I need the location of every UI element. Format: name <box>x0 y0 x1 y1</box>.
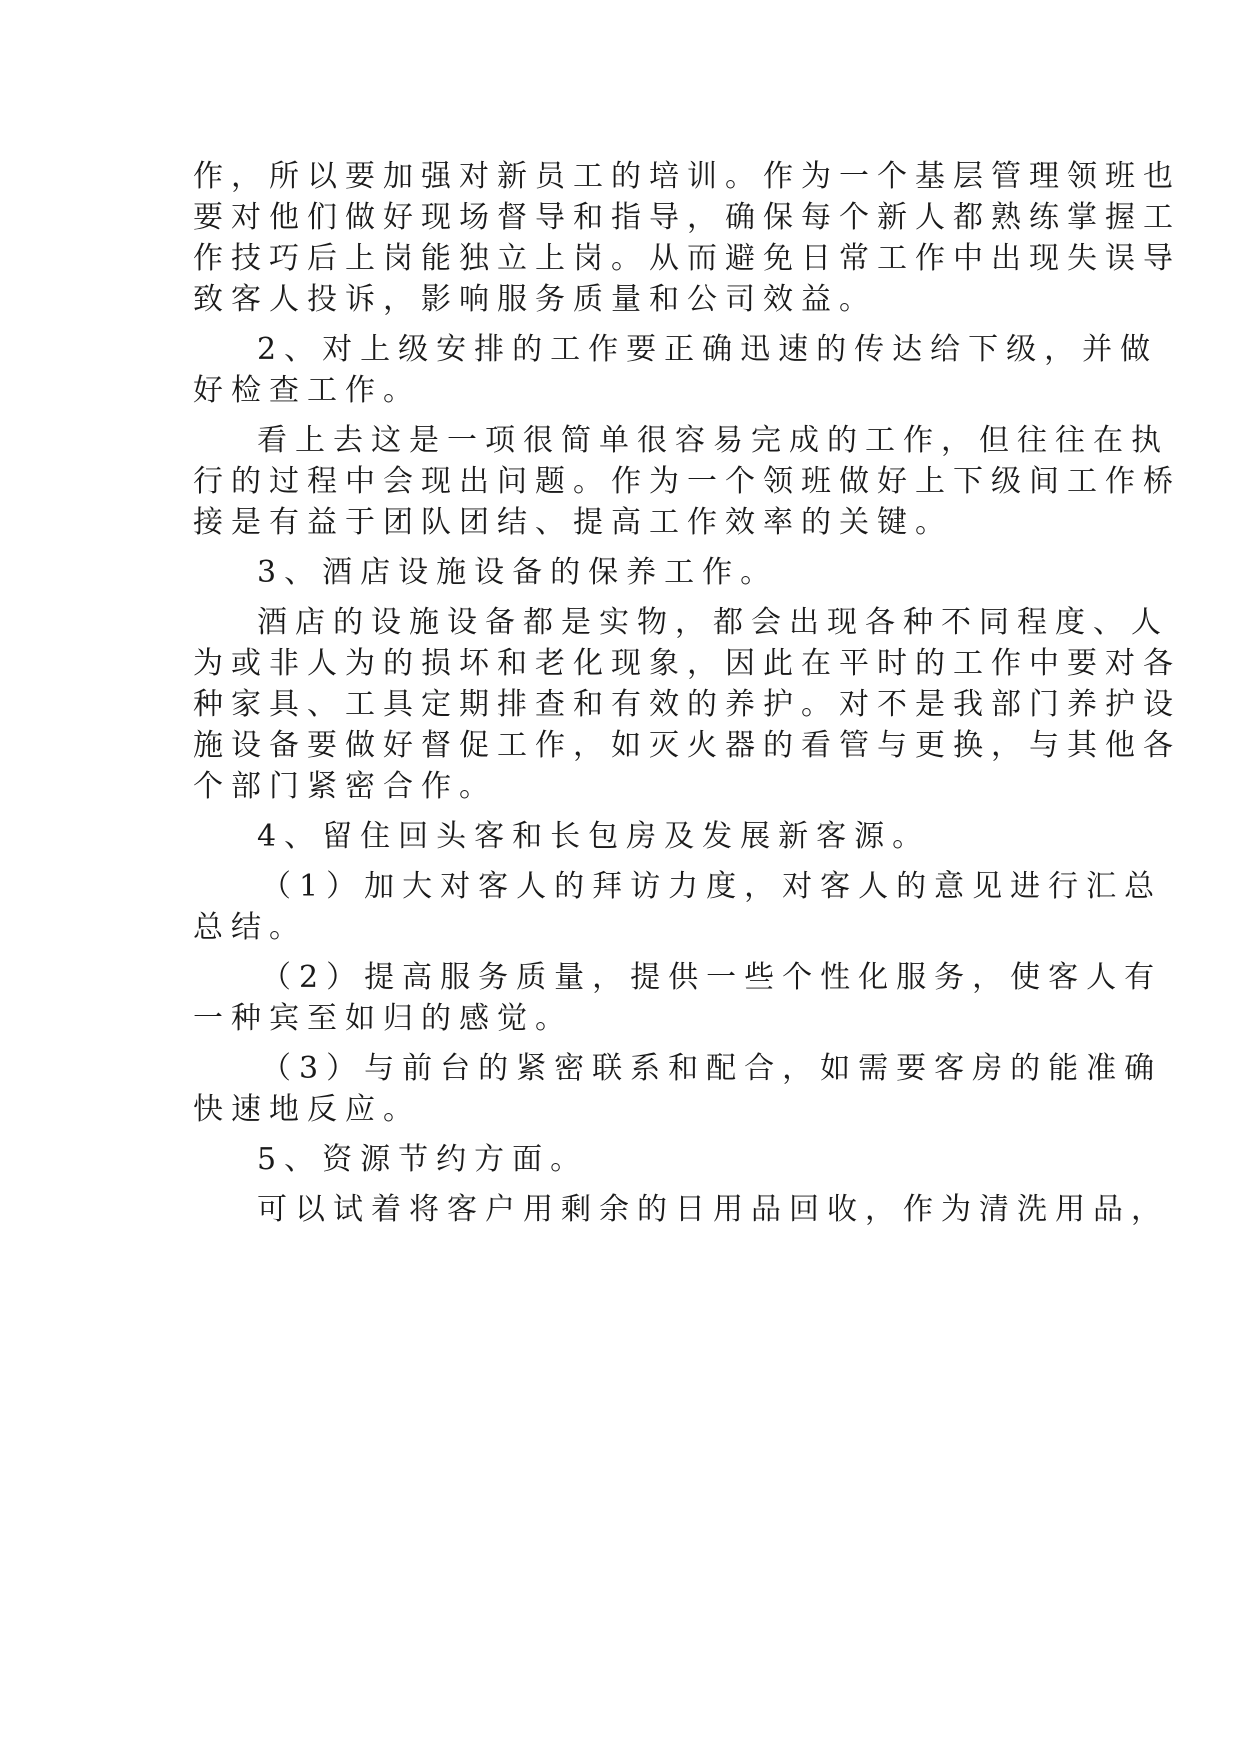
text-line: 作技巧后上岗能独立上岗。从而避免日常工作中出现失误导 <box>193 241 1181 276</box>
text-line: 要对他们做好现场督导和指导，确保每个新人都熟练掌握工 <box>193 200 1181 235</box>
text-line: 看上去这是一项很简单很容易完成的工作，但往往在执 <box>257 423 1169 458</box>
text-line: 作，所以要加强对新员工的培训。作为一个基层管理领班也 <box>193 159 1181 194</box>
text-line: 总结。 <box>193 910 307 945</box>
text-line: 施设备要做好督促工作，如灭火器的看管与更换，与其他各 <box>193 728 1181 763</box>
text-line: 快速地反应。 <box>193 1092 421 1127</box>
text-line: 酒店的设施设备都是实物，都会出现各种不同程度、人 <box>257 605 1169 640</box>
text-line: 行的过程中会现出问题。作为一个领班做好上下级间工作桥 <box>193 464 1181 499</box>
list-item: （3）与前台的紧密联系和配合，如需要客房的能准确 <box>261 1051 1163 1086</box>
paragraph-heading: 3、酒店设施设备的保养工作。 <box>257 555 779 590</box>
text-line: 好检查工作。 <box>193 373 421 408</box>
text-line: 为或非人为的损坏和老化现象，因此在平时的工作中要对各 <box>193 646 1181 681</box>
text-line: 种家具、工具定期排查和有效的养护。对不是我部门养护设 <box>193 687 1181 722</box>
text-line: 接是有益于团队团结、提高工作效率的关键。 <box>193 505 953 540</box>
list-item: （1）加大对客人的拜访力度，对客人的意见进行汇总 <box>261 869 1163 904</box>
paragraph-heading: 2、对上级安排的工作要正确迅速的传达给下级，并做 <box>257 332 1159 367</box>
paragraph-heading: 5、资源节约方面。 <box>257 1142 589 1177</box>
document-body <box>193 159 1181 1227</box>
text-line: 可以试着将客户用剩余的日用品回收，作为清洗用品， <box>257 1192 1169 1227</box>
list-item: （2）提高服务质量，提供一些个性化服务，使客人有 <box>261 960 1163 995</box>
text-line: 个部门紧密合作。 <box>193 769 497 804</box>
text-line: 致客人投诉，影响服务质量和公司效益。 <box>193 282 877 317</box>
paragraph-heading: 4、留住回头客和长包房及发展新客源。 <box>257 819 931 854</box>
text-line: 一种宾至如归的感觉。 <box>193 1001 573 1036</box>
